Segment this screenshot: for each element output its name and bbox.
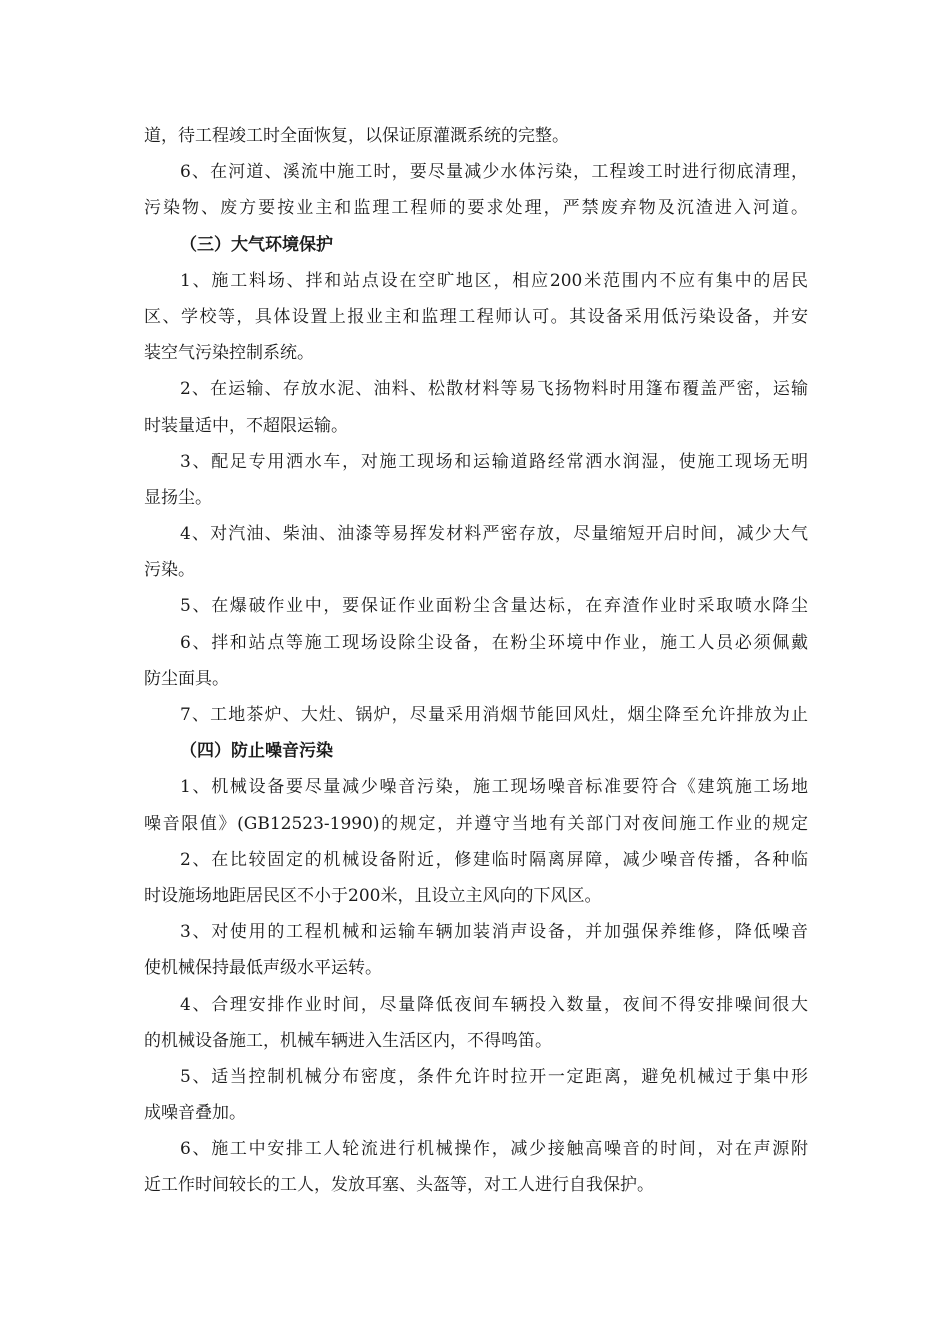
body-line: 使机械保持最低声级水平运转。 xyxy=(144,958,382,979)
body-line: 污染物、废方要按业主和监理工程师的要求处理，严禁废弃物及沉渣进入河道。 xyxy=(144,198,808,219)
body-line: 4、合理安排作业时间，尽量降低夜间车辆投入数量，夜间不得安排噪间很大 xyxy=(180,994,808,1015)
document-body xyxy=(144,118,808,1204)
body-line: 2、在运输、存放水泥、油料、松散材料等易飞扬物料时用篷布覆盖严密，运输 xyxy=(180,379,808,400)
body-line: 污染。 xyxy=(144,560,195,581)
section-heading: （四）防止噪音污染 xyxy=(180,741,333,762)
body-line: 3、配足专用洒水车，对施工现场和运输道路经常洒水润湿，使施工现场无明 xyxy=(180,451,808,472)
body-line: 噪音限值》(GB12523-1990)的规定，并遵守当地有关部门对夜间施工作业的规定 xyxy=(144,813,808,834)
body-line: 1、机械设备要尽量减少噪音污染，施工现场噪音标准要符合《建筑施工场地 xyxy=(180,777,808,798)
body-line: 5、在爆破作业中，要保证作业面粉尘含量达标，在弃渣作业时采取喷水降尘 xyxy=(180,596,808,617)
body-line: 5、适当控制机械分布密度，条件允许时拉开一定距离，避免机械过于集中形 xyxy=(180,1066,808,1087)
body-line: 时装量适中，不超限运输。 xyxy=(144,415,348,436)
body-line: 3、对使用的工程机械和运输车辆加装消声设备，并加强保养维修，降低噪音 xyxy=(180,922,808,943)
body-line: 道，待工程竣工时全面恢复，以保证原灌溉系统的完整。 xyxy=(144,126,569,146)
body-line: 显扬尘。 xyxy=(144,487,212,508)
body-line: 6、施工中安排工人轮流进行机械操作，减少接触高噪音的时间，对在声源附 xyxy=(180,1139,808,1160)
body-line: 区、学校等，具体设置上报业主和监理工程师认可。其设备采用低污染设备，并安 xyxy=(144,306,808,327)
body-line: 2、在比较固定的机械设备附近，修建临时隔离屏障，减少噪音传播，各种临 xyxy=(180,849,808,870)
body-line: 7、工地茶炉、大灶、锅炉，尽量采用消烟节能回风灶，烟尘降至允许排放为止 xyxy=(180,705,808,725)
body-line: 时设施场地距居民区不小于200米，且设立主风向的下风区。 xyxy=(144,885,602,906)
body-line: 4、对汽油、柴油、油漆等易挥发材料严密存放，尽量缩短开启时间，减少大气 xyxy=(180,524,808,545)
body-line: 6、在河道、溪流中施工时，要尽量减少水体污染，工程竣工时进行彻底清理， xyxy=(180,162,808,183)
section-heading: （三）大气环境保护 xyxy=(180,234,333,255)
body-line: 6、拌和站点等施工现场设除尘设备，在粉尘环境中作业，施工人员必须佩戴 xyxy=(180,632,808,653)
body-line: 装空气污染控制系统。 xyxy=(144,343,314,364)
body-line: 1、施工料场、拌和站点设在空旷地区，相应200米范围内不应有集中的居民 xyxy=(180,270,808,291)
body-line: 成噪音叠加。 xyxy=(144,1103,246,1124)
body-line: 防尘面具。 xyxy=(144,668,229,689)
body-line: 的机械设备施工，机械车辆进入生活区内，不得鸣笛。 xyxy=(144,1030,552,1051)
body-line: 近工作时间较长的工人，发放耳塞、头盔等，对工人进行自我保护。 xyxy=(144,1175,654,1196)
